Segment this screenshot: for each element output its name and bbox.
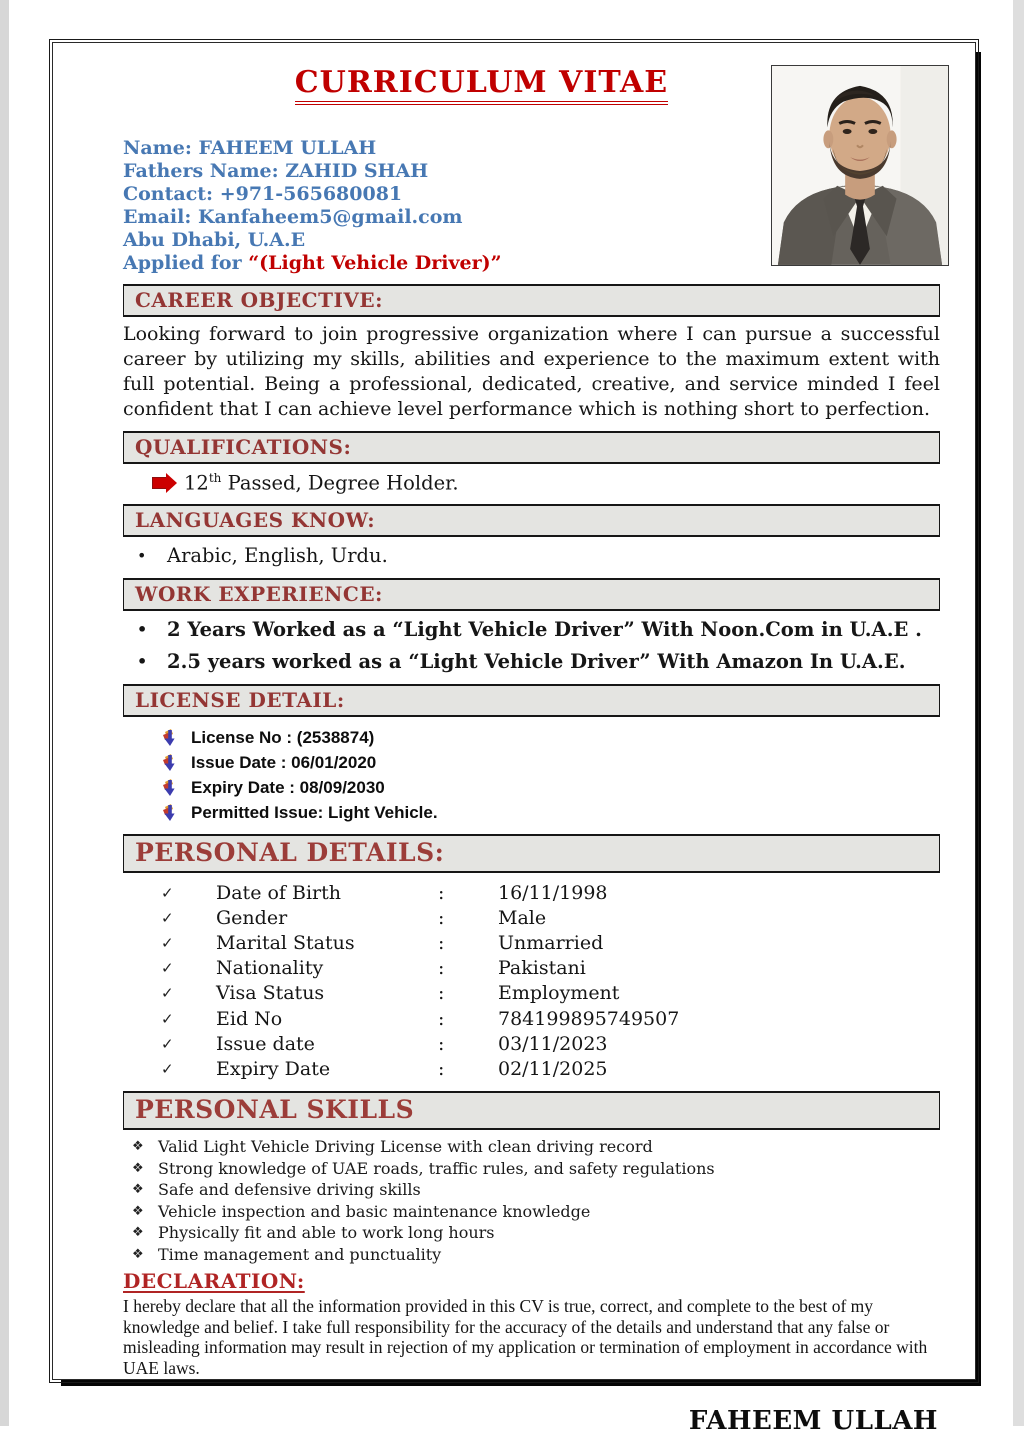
skill-text: Strong knowledge of UAE roads, traffic rules, and safety regulations: [158, 1158, 715, 1178]
diamond-bullet-icon: ❖: [132, 1160, 144, 1176]
license-item-text: Permitted Issue: Light Vehicle.: [191, 802, 438, 822]
license-item: [163, 750, 940, 775]
detail-label: Expiry Date: [216, 1057, 331, 1080]
title-row: [123, 65, 840, 105]
page-title: CURRICULUM VITAE: [295, 65, 668, 105]
diamond-bullet-icon: ❖: [132, 1203, 144, 1219]
section-personal-skills: PERSONAL SKILLS: [123, 1091, 940, 1130]
work-item: [137, 649, 940, 675]
scan-edge-right: [1013, 0, 1024, 1426]
contact-email: [123, 206, 723, 229]
bullet-icon: •: [137, 619, 148, 639]
qualification-text: 12th Passed, Degree Holder.: [184, 471, 459, 495]
detail-separator: :: [438, 1057, 445, 1080]
license-list: [163, 725, 940, 825]
email-value: Kanfaheem5@gmail.com: [197, 206, 463, 228]
detail-label: Eid No: [216, 1007, 283, 1030]
detail-row: [161, 1057, 940, 1082]
section-work-experience: WORK EXPERIENCE:: [123, 578, 940, 611]
contact-applied-for: [123, 252, 723, 275]
section-personal-details: PERSONAL DETAILS:: [123, 834, 940, 873]
detail-label: Visa Status: [216, 982, 325, 1005]
skill-item: [132, 1201, 940, 1223]
check-icon: ✓: [161, 1059, 174, 1078]
detail-row: [161, 906, 940, 931]
contact-city: Abu Dhabi, U.A.E: [123, 229, 306, 251]
personal-details-list: [161, 881, 940, 1083]
detail-row: [161, 956, 940, 981]
work-item-text: 2 Years Worked as a “Light Vehicle Driver” With Noon.Com in U.A.E .: [167, 617, 922, 641]
skill-item: [132, 1222, 940, 1244]
detail-separator: :: [438, 931, 445, 954]
declaration-text: I hereby declare that all the information provided in this CV is true, correct, and complete to the best of my knowledge and belief. I take full responsibility for the accuracy of the details and understand that any false or misleading information may result in rejection of my application or termination of employment in accordance with UAE laws.: [123, 1296, 928, 1378]
skill-text: Vehicle inspection and basic maintenance knowledge: [158, 1201, 591, 1221]
diamond-bullet-icon: ❖: [132, 1139, 144, 1155]
detail-value: 784199895749507: [498, 1007, 680, 1030]
email-label: Email:: [123, 206, 192, 228]
work-item-text: 2.5 years worked as a “Light Vehicle Driver” With Amazon In U.A.E.: [167, 649, 906, 673]
section-license-detail: LICENSE DETAIL:: [123, 684, 940, 717]
applicant-photo: [771, 65, 949, 266]
section-languages: LANGUAGES KNOW:: [123, 504, 940, 537]
contact-phone: [123, 183, 723, 206]
detail-value: 02/11/2025: [498, 1057, 608, 1080]
detail-row: [161, 881, 940, 906]
detail-value: 16/11/1998: [498, 881, 608, 904]
portrait-illustration: [772, 66, 948, 265]
detail-value: 03/11/2023: [498, 1032, 608, 1055]
diamond-bullet-icon: ❖: [132, 1182, 144, 1198]
cv-content: [53, 43, 975, 1436]
language-item: [137, 543, 940, 569]
detail-row: [161, 931, 940, 956]
detail-separator: :: [438, 1007, 445, 1030]
qualification-item: [153, 471, 940, 495]
check-icon: ✓: [161, 1009, 174, 1028]
detail-row: [161, 1007, 940, 1032]
detail-label: Issue date: [216, 1032, 315, 1055]
check-icon: ✓: [161, 908, 174, 927]
license-item: [163, 800, 940, 825]
check-icon: ✓: [161, 984, 174, 1003]
check-icon: ✓: [161, 959, 174, 978]
detail-value: Male: [498, 906, 547, 929]
detail-value: Pakistani: [498, 957, 586, 980]
skill-text: Valid Light Vehicle Driving License with clean driving record: [158, 1137, 653, 1157]
detail-separator: :: [438, 957, 445, 980]
signature-name: FAHEEM ULLAH: [688, 1406, 938, 1436]
section-qualifications: QUALIFICATIONS:: [123, 431, 940, 464]
phone-label: Contact:: [123, 183, 214, 205]
skill-item: [132, 1179, 940, 1201]
detail-separator: :: [438, 982, 445, 1005]
detail-label: Nationality: [216, 957, 324, 980]
license-item-text: Expiry Date : 08/09/2030: [191, 777, 385, 797]
blue-down-arrow-icon: [163, 779, 177, 796]
contact-father-name: [123, 160, 723, 183]
phone-value: +971-565680081: [219, 183, 403, 205]
blue-down-arrow-icon: [163, 754, 177, 771]
license-item: [163, 775, 940, 800]
license-item-text: License No : (2538874): [191, 727, 375, 747]
work-item: [137, 617, 940, 643]
detail-value: Employment: [498, 982, 620, 1005]
detail-label: Marital Status: [216, 931, 355, 954]
section-career-objective: CAREER OBJECTIVE:: [123, 284, 940, 317]
blue-down-arrow-icon: [163, 729, 177, 746]
detail-label: Date of Birth: [216, 881, 341, 904]
license-item: [163, 725, 940, 750]
skill-text: Time management and punctuality: [158, 1244, 442, 1264]
name-value: FAHEEM ULLAH: [198, 137, 377, 159]
contact-name: [123, 137, 723, 160]
diamond-bullet-icon: ❖: [132, 1225, 144, 1241]
personal-skills-list: [132, 1136, 940, 1265]
career-objective-text: Looking forward to join progressive organization where I can pursue a successful career by utilizing my skills, abilities and experience to the maximum extent with full potential. Being a professional, dedicated, creative, and service minded I feel confident that I can achieve level performance which is nothing short to perfection.: [123, 323, 940, 420]
skill-item: [132, 1244, 940, 1266]
father-label: Fathers Name:: [123, 160, 279, 182]
name-label: Name:: [123, 137, 192, 159]
check-icon: ✓: [161, 1034, 174, 1053]
scan-edge-left: [0, 0, 9, 1426]
skill-text: Safe and defensive driving skills: [158, 1180, 421, 1200]
detail-row: [161, 981, 940, 1006]
applied-label: Applied for: [123, 252, 242, 274]
red-arrow-icon: [153, 478, 166, 488]
skill-item: [132, 1158, 940, 1180]
skill-item: [132, 1136, 940, 1158]
detail-separator: :: [438, 906, 445, 929]
check-icon: ✓: [161, 933, 174, 952]
applied-value: “(Light Vehicle Driver)”: [248, 252, 502, 274]
contact-block: [123, 137, 723, 275]
bullet-icon: •: [137, 545, 147, 565]
skill-text: Physically fit and able to work long hours: [158, 1223, 495, 1243]
detail-value: Unmarried: [498, 931, 604, 954]
language-text: Arabic, English, Urdu.: [167, 543, 388, 567]
cv-page: [52, 42, 976, 1436]
diamond-bullet-icon: ❖: [132, 1246, 144, 1262]
detail-row: [161, 1032, 940, 1057]
declaration-heading: DECLARATION:: [123, 1269, 305, 1294]
detail-label: Gender: [216, 906, 288, 929]
license-item-text: Issue Date : 06/01/2020: [191, 752, 377, 772]
father-value: ZAHID SHAH: [285, 160, 429, 182]
bullet-icon: •: [137, 651, 148, 671]
blue-down-arrow-icon: [163, 804, 177, 821]
detail-separator: :: [438, 1032, 445, 1055]
detail-separator: :: [438, 881, 445, 904]
work-experience-list: [123, 617, 940, 675]
check-icon: ✓: [161, 883, 174, 902]
